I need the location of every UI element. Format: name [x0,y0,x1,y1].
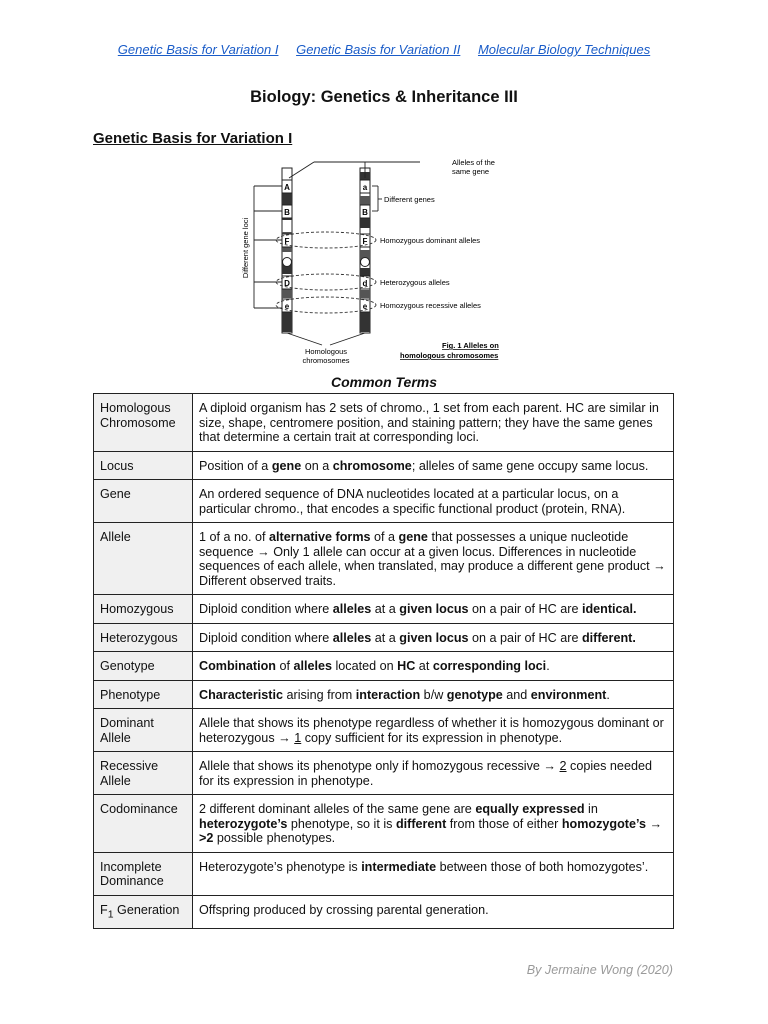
terms-table-body [94,394,674,929]
left-locus-d: D [284,279,290,288]
term-row [94,623,674,652]
term-row [94,680,674,709]
common-terms-heading: Common Terms [330,374,438,390]
chromosome-diagram [232,150,532,372]
term-name: Gene [94,480,193,523]
term-definition: Heterozygote’s phenotype is intermediate between those of both homozygotes’. [193,852,674,895]
term-row [94,394,674,452]
term-row [94,709,674,752]
term-definition: Diploid condition where alleles at a given locus on a pair of HC are identical. [193,595,674,624]
left-locus-f: F [284,237,290,246]
nav-link-molecular-techniques[interactable]: Molecular Biology Techniques [477,42,651,57]
term-row [94,752,674,795]
term-name: Homozygous [94,595,193,624]
homologous-chromosomes-label-2: chromosomes [302,356,350,365]
term-definition: A diploid organism has 2 sets of chromo., 1 set from each parent. HC are similar in size, shape, centromere position, and staining pattern; they have the same genes that determine a certain trait at corresponding loci. [193,394,674,452]
term-name: Heterozygous [94,623,193,652]
term-definition: Allele that shows its phenotype regardless of whether it is homozygous dominant or heterozygous → 1 copy sufficient for its expression in phenotype. [193,709,674,752]
left-locus-b: B [284,208,290,217]
term-row [94,451,674,480]
alleles-same-gene-label-1: Alleles of the [452,158,495,167]
figure-caption-line-2: homologous chromosomes [400,351,499,360]
term-row [94,852,674,895]
term-name: Phenotype [94,680,193,709]
term-name: Incomplete Dominance [94,852,193,895]
term-definition: Allele that shows its phenotype only if homozygous recessive → 2 copies needed for its expression in phenotype. [193,752,674,795]
term-name: $F_1$ Generation [94,895,193,928]
page-title: Biology: Genetics & Inheritance III [250,88,518,106]
term-row [94,523,674,595]
nav-link-variation-1[interactable]: Genetic Basis for Variation I [117,42,279,57]
term-definition: Diploid condition where alleles at a given locus on a pair of HC are different. [193,623,674,652]
term-definition: 1 of a no. of alternative forms of a gene that possesses a unique nucleotide sequence → Only 1 allele can occur at a given locus. Differences in nucleotide sequences of each allele, when translated, may produce a different gene product → Different observed traits. [193,523,674,595]
term-definition: 2 different dominant alleles of the same gene are equally expressed in heterozygote’s phenotype, so it is different from those of either homozygote’s → >2 possible phenotypes. [193,795,674,853]
term-row [94,480,674,523]
term-row [94,595,674,624]
right-locus-b: B [362,208,368,217]
homologous-chromosomes-label-1: Homologous [304,347,348,356]
left-locus-e: e [284,302,290,311]
term-definition: Offspring produced by crossing parental generation. [193,895,674,928]
section-heading: Genetic Basis for Variation I [93,130,293,147]
right-locus-d: d [362,279,368,288]
term-row [94,895,674,928]
author-credit: By Jermaine Wong (2020) [526,963,673,977]
term-name: Recessive Allele [94,752,193,795]
term-name: Homologous Chromosome [94,394,193,452]
term-definition: An ordered sequence of DNA nucleotides located at a particular locus, on a particular chromo., that encodes a specific functional product (protein, RNA). [193,480,674,523]
different-gene-loci-label: Different gene loci [241,217,250,279]
homozygous-dominant-label: Homozygous dominant alleles [380,236,481,245]
nav-link-variation-2[interactable]: Genetic Basis for Variation II [296,42,461,57]
right-locus-e: e [362,302,368,311]
top-nav [0,42,768,57]
term-name: Allele [94,523,193,595]
different-genes-label: Different genes [384,195,435,204]
term-name: Genotype [94,652,193,681]
term-name: Locus [94,451,193,480]
figure-alleles-on-homologous-chromosomes [232,150,532,372]
term-name: Dominant Allele [94,709,193,752]
term-definition: Position of a gene on a chromosome; alleles of same gene occupy same locus. [193,451,674,480]
term-row [94,795,674,853]
term-definition: Characteristic arising from interaction b/w genotype and environment. [193,680,674,709]
right-locus-a: a [362,183,368,192]
heterozygous-label: Heterozygous alleles [380,278,450,287]
homozygous-recessive-label: Homozygous recessive alleles [380,301,481,310]
right-locus-f: F [362,237,368,246]
common-terms-table [93,393,674,929]
term-definition: Combination of alleles located on HC at corresponding loci. [193,652,674,681]
term-row [94,652,674,681]
alleles-same-gene-label-2: same gene [452,167,490,176]
term-name: Codominance [94,795,193,853]
left-locus-a: A [284,183,290,192]
figure-caption-line-1: Fig. 1 Alleles on [442,341,499,350]
